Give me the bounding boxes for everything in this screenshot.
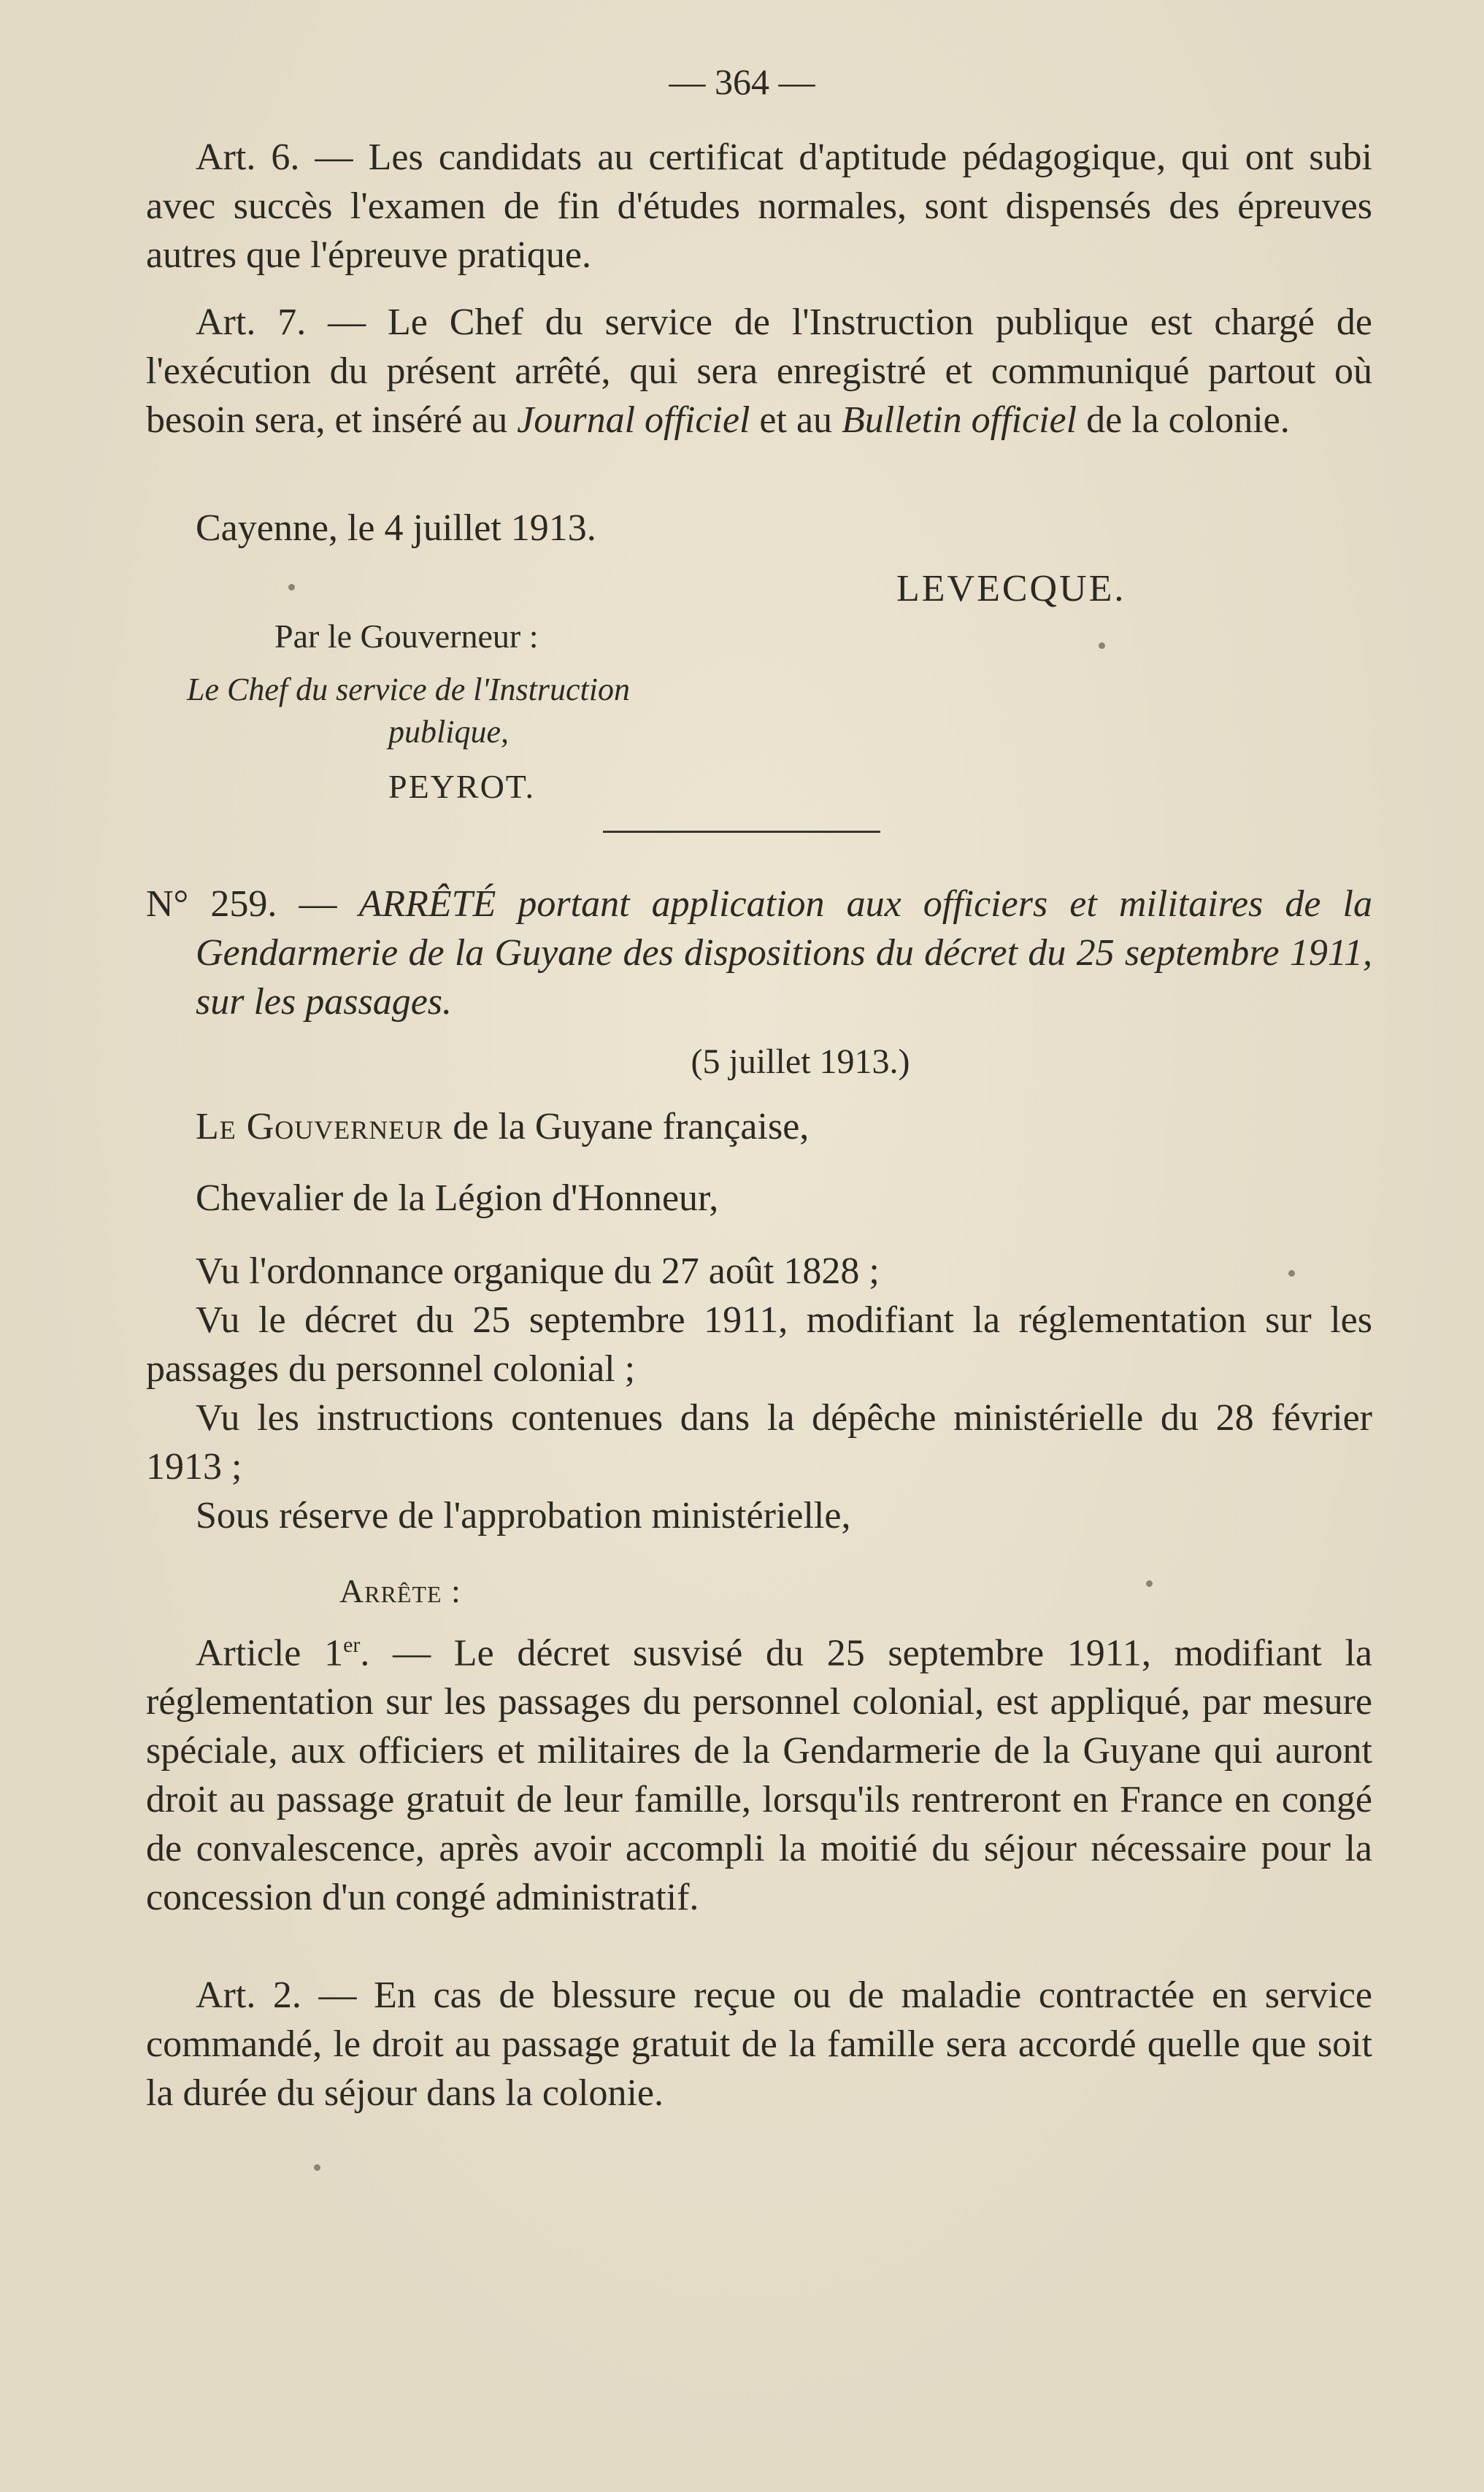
article-7-part-b: et au [750,399,842,441]
article-7-text [146,298,1372,445]
governor-territory: de la Guyane française, [443,1106,810,1147]
arrete-heading: Arrête : [339,1572,461,1610]
governor-line [146,1102,1372,1151]
sous-reserve: Sous réserve de l'approbation ministérielle, [196,1495,851,1537]
paper-speck [1099,642,1105,649]
article-1-text [146,1620,1372,1922]
signatory-levecque: LEVECQUE. [896,568,1126,609]
page-number: — 364 — [669,61,815,102]
governor-title: Le Gouverneur [196,1106,444,1147]
decree-259-heading [146,880,1372,1026]
decree-number: N° 259. — [146,883,359,925]
governor-text [146,1102,1372,1151]
chevalier-line [146,1174,1372,1223]
article-1-body: . — Le décret susvisé du 25 septembre 1911, modifiant la réglementation sur les passages du personnel colonial, est appliqué, par mesure spéciale, aux officiers et militaires de la Gendarmerie de la Guyane qui auront droit au passage gratuit de leur famille, lorsqu'ils rentreront en France en congé de convalescence, après avoir accompli la moitié du séjour nécessaire pour la concession d'un congé administratif. [146,1632,1372,1919]
chief-title-line-1: Le Chef du service de l'Instruction [187,672,630,707]
article-2 [146,1971,1372,2118]
article-7-part-a: Art. 7. — Le Chef du service de l'Instruction publique est chargé de l'exécution du présent arrêté, qui sera enregistré et communiqué partout où besoin sera, et inséré au [146,301,1372,441]
article-6-text: Art. 6. — Les candidats au certificat d'aptitude pédagogique, qui ont subi avec succès l'examen de fin d'études normales, sont dispensés des épreuves autres que l'épreuve pratique. [146,136,1372,276]
chevalier-text: Chevalier de la Légion d'Honneur, [196,1177,719,1219]
vu-decret: Vu le décret du 25 septembre 1911, modifiant la réglementation sur les passages du personnel colonial ; [146,1299,1372,1390]
article-1-label: Article 1 [196,1632,344,1674]
article-1-superscript: er [343,1633,361,1657]
decree-date: (5 juillet 1913.) [691,1042,910,1081]
paper-speck [1288,1270,1295,1277]
journal-officiel: Journal officiel [517,399,750,441]
article-7-part-c: de la colonie. [1077,399,1290,441]
by-governor: Par le Gouverneur : [274,618,539,655]
article-1 [146,1620,1372,1922]
decree-title: ARRÊTÉ portant application aux officiers et militaires de la Gendarmerie de la Guyane des dispositions du décret du 25 septembre 1911, sur les passages. [196,883,1372,1023]
article-6 [146,133,1372,280]
article-2-text: Art. 2. — En cas de blessure reçue ou de maladie contractée en service commandé, le droit au passage gratuit de la famille sera accordé quelle que soit la durée du séjour dans la colonie. [146,1974,1372,2114]
place-date: Cayenne, le 4 juillet 1913. [196,507,596,549]
bulletin-officiel: Bulletin officiel [842,399,1077,441]
vu-ordonnance: Vu l'ordonnance organique du 27 août 1828 ; [196,1250,880,1292]
section-separator [603,831,880,833]
paper-speck [1146,1580,1153,1587]
chief-name-peyrot: PEYROT. [388,768,535,805]
decree-259-title [146,880,1372,1026]
considerations [146,1247,1372,1540]
chief-title-line-2: publique, [388,714,509,750]
paper-speck [288,584,295,591]
vu-instructions: Vu les instructions contenues dans la dépêche ministérielle du 28 février 1913 ; [146,1397,1372,1488]
article-7 [146,298,1372,445]
paper-speck [314,2164,320,2171]
